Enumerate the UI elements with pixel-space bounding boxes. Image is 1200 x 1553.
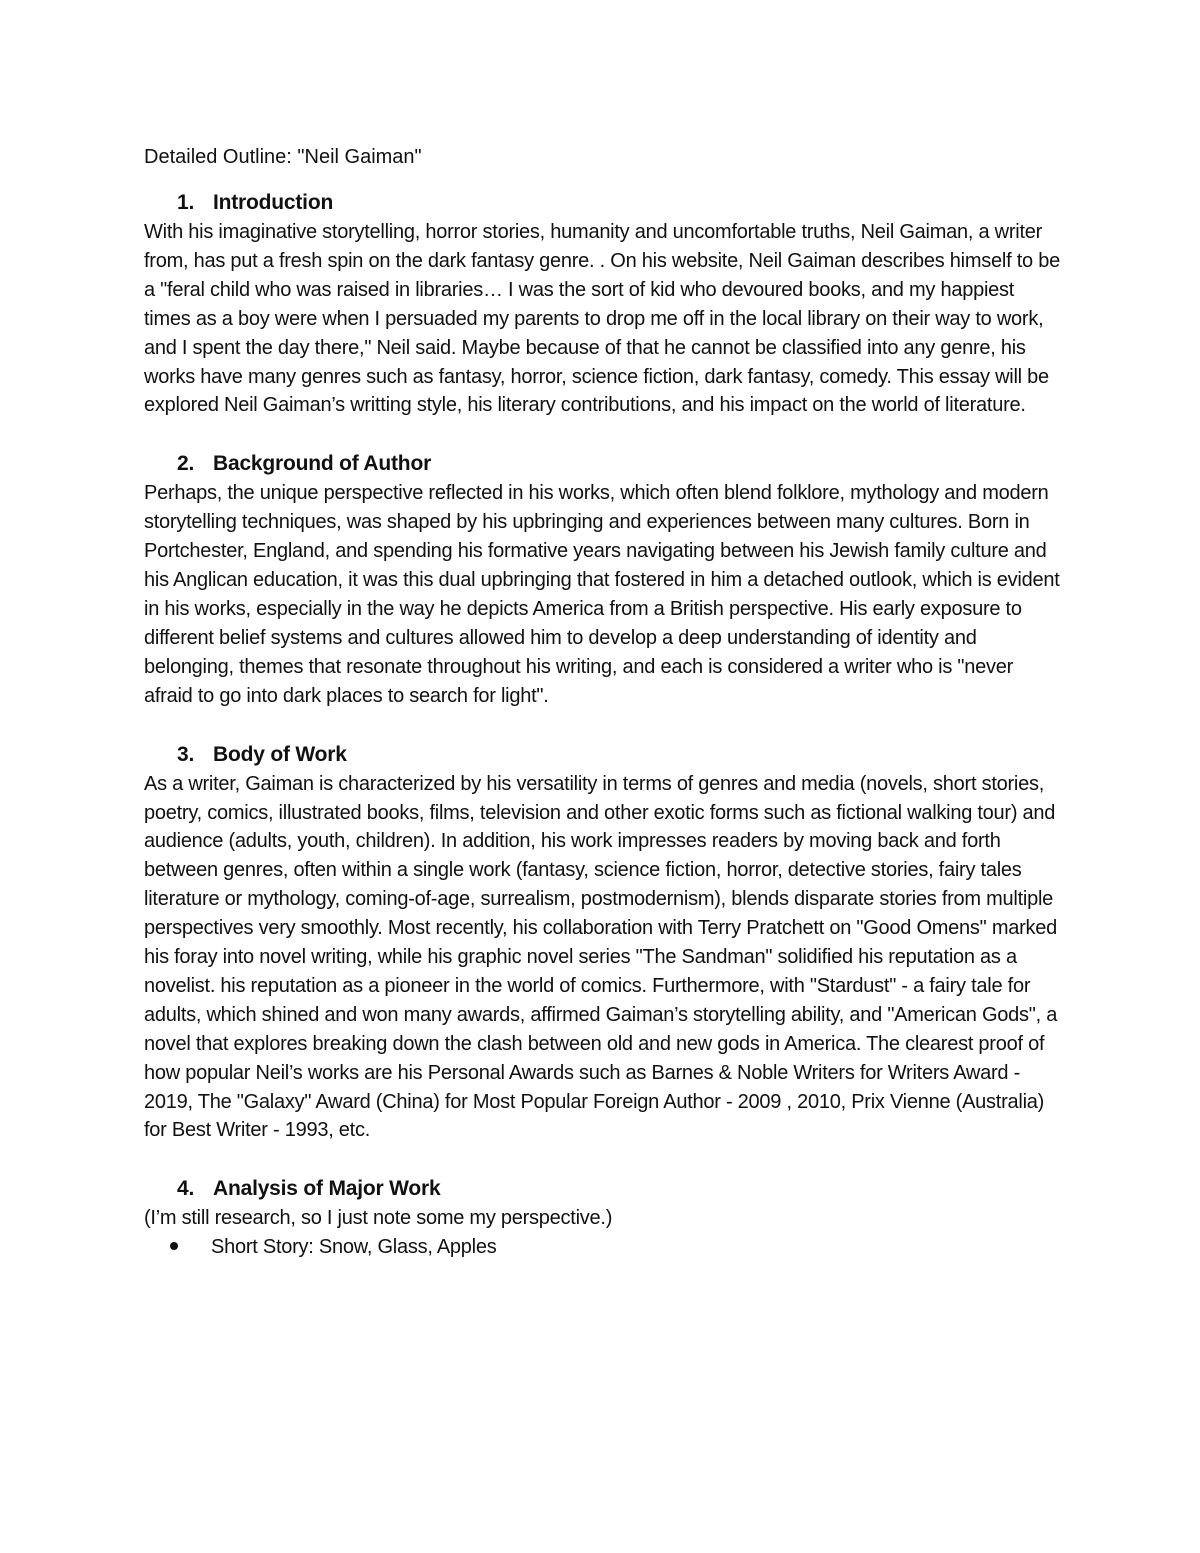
section-body: As a writer, Gaiman is characterized by his versatility in terms of genres and media (novels, short stories, poetry, comics, illustrated books, films, television and other exotic forms such as fictional walking tour) and audience (adults, youth, children). In addition, his work impresses readers by moving back and forth between genres, often within a single work (fantasy, science fiction, horror, detective stories, fairy tales literature or mythology, coming-of-age, surrealism, postmodernism), blends disparate stories from multiple perspectives very smoothly. Most recently, his collaboration with Terry Pratchett on "Good Omens" marked his foray into novel writing, while his graphic novel series "The Sandman" solidified his reputation as a novelist. his reputation as a pioneer in the world of comics. Furthermore, with "Stardust" - a fairy tale for adults, which shined and won many awards, affirmed Gaiman’s storytelling ability, and "American Gods", a novel that explores breaking down the clash between old and new gods in America. The clearest proof of how popular Neil’s works are his Personal Awards such as Barnes & Noble Writers for Writers Award - 2019, The "Galaxy" Award (China) for Most Popular Foreign Author - 2009 , 2010, Prix Vienne (Australia) for Best Writer - 1993, etc. — [144, 772, 1058, 1142]
section-number: 1. — [177, 191, 195, 214]
section-number: 3. — [177, 742, 195, 766]
section-heading — [144, 188, 1064, 218]
paragraph-spacer — [144, 711, 1064, 740]
section-heading-text: Introduction — [213, 191, 334, 214]
section-body: (I’m still research, so I just note some my perspective.) — [144, 1207, 613, 1230]
section-body: With his imaginative storytelling, horror stories, humanity and uncomfortable truths, Neil Gaiman, a writer from, has put a fresh spin on the dark fantasy genre. . On his website, Neil Gaiman describes himself to be a "feral child who was raised in libraries… I was the sort of kid who devoured books, and my happiest times as a boy were when I persuaded my parents to drop me off in the local library on their way to work, and I spent the day there," Neil said. Maybe because of that he cannot be classified into any genre, his works have many genres such as fantasy, horror, science fiction, dark fantasy, comedy. This essay will be explored Neil Gaiman’s writting style, his literary contributions, and his impact on the world of literature. — [144, 221, 1060, 417]
section-background — [144, 449, 1064, 710]
section-number: 4. — [177, 1177, 195, 1201]
document-title: Detailed Outline: "Neil Gaiman" — [144, 146, 422, 168]
list-item — [170, 1233, 1064, 1262]
section-heading — [144, 740, 1064, 770]
section-body: Perhaps, the unique perspective reflected in his works, which often blend folklore, mythology and modern storytelling techniques, was shaped by his upbringing and experiences between many cultures. Born in Portchester, England, and spending his formative years navigating between his Jewish family culture and his Anglican education, it was this dual upbringing that fostered in him a detached outlook, which is evident in his works, especially in the way he depicts America from a British perspective. His early exposure to different belief systems and cultures allowed him to develop a deep understanding of identity and belonging, themes that resonate throughout his writing, and each is considered a writer who is "never afraid to go into dark places to search for light". — [144, 482, 1060, 707]
bullet-list — [144, 1233, 1064, 1262]
section-heading — [144, 449, 1064, 479]
section-body-of-work — [144, 740, 1064, 1146]
paragraph-spacer — [144, 420, 1064, 449]
section-heading-text: Analysis of Major Work — [213, 1177, 441, 1201]
section-heading-text: Body of Work — [213, 742, 347, 766]
document-page — [144, 143, 1064, 1262]
bullet-icon — [170, 1242, 178, 1250]
section-introduction — [144, 188, 1064, 420]
paragraph-spacer — [144, 1145, 1064, 1174]
section-heading-text: Background of Author — [213, 452, 432, 476]
list-item-text: Short Story: Snow, Glass, Apples — [211, 1236, 497, 1259]
section-analysis — [144, 1174, 1064, 1262]
section-heading — [144, 1174, 1064, 1204]
section-number: 2. — [177, 452, 195, 476]
